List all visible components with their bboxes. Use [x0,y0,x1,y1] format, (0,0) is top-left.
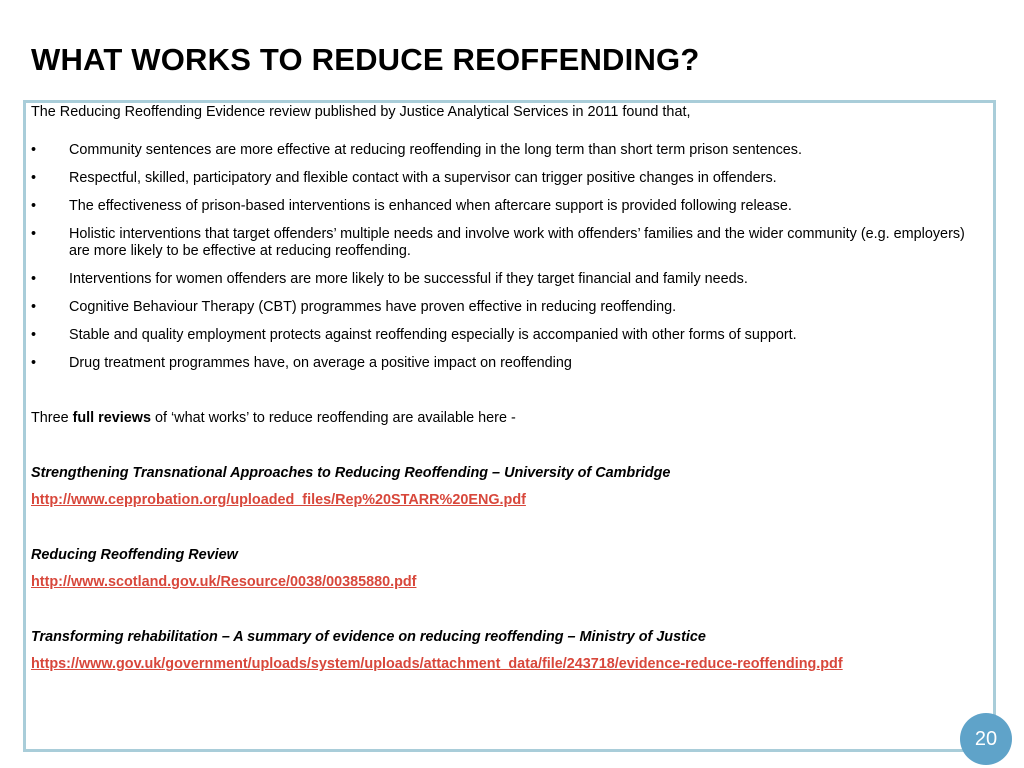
reference-title: Reducing Reoffending Review [31,547,238,563]
reference-link[interactable]: http://www.scotland.gov.uk/Resource/0038/00385880.pdf [31,574,417,590]
reference-title: Strengthening Transnational Approaches to Reducing Reoffending – University of Cambridge [31,465,671,481]
bullet-icon: • [31,327,37,343]
bullet-icon: • [31,170,37,186]
findings-list [31,142,986,372]
slide-title: WHAT WORKS TO REDUCE REOFFENDING? [31,42,700,77]
slide-body [31,104,986,673]
bullet-icon: • [31,271,37,287]
list-item: • Respectful, skilled, participatory and flexible contact with a supervisor can trigger positive changes in offenders. [31,170,777,186]
reviews-intro: Three full reviews of ‘what works’ to reduce reoffending are available here - [31,410,516,426]
list-item: • Cognitive Behaviour Therapy (CBT) programmes have proven effective in reducing reoffending. [31,299,677,315]
reference-title: Transforming rehabilitation – A summary of evidence on reducing reoffending – Ministry of Justice [31,629,706,645]
bullet-icon: • [31,226,37,242]
list-item: • Interventions for women offenders are more likely to be successful if they target financial and family needs. [31,271,748,287]
reference-link[interactable]: https://www.gov.uk/government/uploads/system/uploads/attachment_data/file/243718/evidence-reduce-reoffending.pdf [31,656,843,672]
list-item: • The effectiveness of prison-based interventions is enhanced when aftercare support is provided following release. [31,198,792,214]
bullet-icon: • [31,355,37,371]
list-item: • Community sentences are more effective at reducing reoffending in the long term than short term prison sentences. [31,142,802,158]
bullet-icon: • [31,142,37,158]
page-number-badge: 20 [960,713,1012,765]
reference-link[interactable]: http://www.cepprobation.org/uploaded_files/Rep%20STARR%20ENG.pdf [31,492,526,508]
list-item: • Stable and quality employment protects against reoffending especially is accompanied with other forms of support. [31,327,797,343]
reviews-emphasis: full reviews [72,410,151,426]
intro-text: The Reducing Reoffending Evidence review published by Justice Analytical Services in 2011 found that, [31,104,691,120]
list-item: • Drug treatment programmes have, on average a positive impact on reoffending [31,355,572,371]
list-item: • Holistic interventions that target offenders’ multiple needs and involve work with offenders’ families and the wider community (e.g. employers) are more likely to be effective at reducing reoffending. [31,226,965,259]
bullet-icon: • [31,198,37,214]
bullet-icon: • [31,299,37,315]
